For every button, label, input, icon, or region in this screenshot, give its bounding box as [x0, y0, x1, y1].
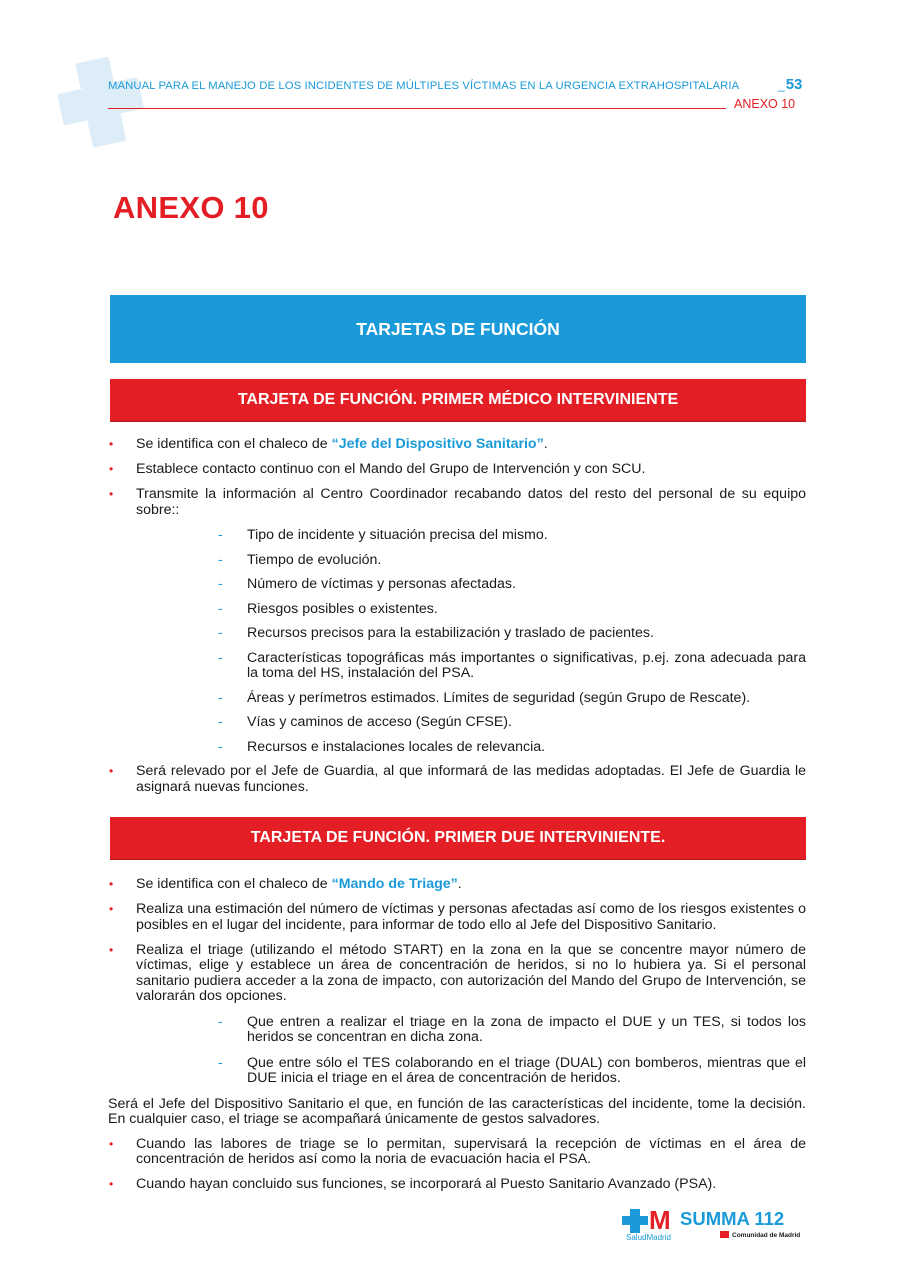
bullet-dot-icon: •: [109, 462, 114, 476]
comunidad-label: Comunidad de Madrid: [732, 1232, 801, 1239]
sub-list-item: [108, 740, 806, 756]
sub-item-text: Número de víctimas y personas afectadas.: [247, 576, 516, 592]
vest-role-highlight: “Jefe del Dispositivo Sanitario”: [331, 436, 544, 452]
salud-label: Salud: [626, 1233, 647, 1242]
comunidad-flag-icon: [720, 1231, 729, 1238]
salud-madrid-cross-icon: [622, 1209, 648, 1233]
list-item: [108, 943, 806, 1005]
footer-logo: [622, 1205, 807, 1245]
sub-list-item: [108, 715, 806, 731]
sub-item-text: Áreas y perímetros estimados. Límites de seguridad (según Grupo de Rescate).: [247, 689, 751, 706]
header-divider: [108, 108, 726, 109]
sub-list-item: [108, 691, 806, 707]
item-text: Transmite la información al Centro Coordinador recabando datos del resto del personal de su equipo sobre::: [136, 486, 806, 518]
sub-item-text: Características topográficas más importantes o significativas, p.ej. zona adecuada para la toma del HS, instalación del PSA.: [247, 649, 806, 681]
item-text: Se identifica con el chaleco de: [136, 436, 332, 452]
header-manual-title: MANUAL PARA EL MANEJO DE LOS INCIDENTES DE MÚLTIPLES VÍCTIMAS EN LA URGENCIA EXTRAHOSPITALARIA: [108, 80, 740, 92]
sub-list-item: [108, 626, 806, 642]
salud-madrid-label: [626, 1233, 671, 1242]
item-text: Realiza el triage (utilizando el método START) en la zona en la que se concentre mayor número de víctimas, elige y establece un área de concentración de heridos, si no lo hubiera ya. Si el personal sanitario pudiera acceder a la zona de impacto, con autorización del Mando del Grupo de Intervención, se valorarán dos opciones.: [136, 941, 806, 1004]
madrid-label: Madrid: [646, 1233, 671, 1242]
dash-icon: -: [218, 625, 223, 641]
item-text: Establece contacto continuo con el Mando del Grupo de Intervención y con SCU.: [136, 461, 646, 477]
bullet-dot-icon: •: [109, 942, 114, 957]
summa-112-logo: SUMMA 112: [680, 1208, 785, 1229]
list-item: [108, 1177, 806, 1193]
closing-paragraph: Será el Jefe del Dispositivo Sanitario el que, en función de las características del incidente, tome la decisión. En cualquier caso, el triage se acompañará únicamente de gestos salvadores.: [108, 1095, 806, 1127]
item-text: .: [543, 436, 548, 452]
bullet-dot-icon: •: [109, 1177, 114, 1191]
item-text: Cuando hayan concluido sus funciones, se incorporará al Puesto Sanitario Avanzado (PSA).: [136, 1176, 717, 1192]
page-number: _ 53: [778, 76, 802, 93]
sub-item-text: Riesgos posibles o existentes.: [247, 600, 438, 617]
card2-content: [108, 877, 806, 1202]
dash-icon: -: [218, 576, 223, 592]
sub-list-item: [108, 1056, 806, 1087]
page-title: ANEXO 10: [113, 190, 269, 225]
dash-icon: -: [218, 649, 223, 666]
dash-icon: -: [218, 714, 223, 730]
item-text: Se identifica con el chaleco de: [136, 876, 332, 892]
sub-list-item: [108, 1015, 806, 1046]
list-item: [108, 902, 806, 933]
sub-list-item: [108, 553, 806, 569]
sub-item-text: Tiempo de evolución.: [247, 551, 382, 568]
dash-icon: -: [218, 689, 223, 706]
sub-item-text: Que entren a realizar el triage en la zona de impacto el DUE y un TES, si todos los heridos se concentran en dicha zona.: [247, 1013, 806, 1045]
list-item: [108, 877, 806, 893]
list-item: [108, 462, 806, 478]
item-text: Realiza una estimación del número de víctimas y personas afectadas así como de los riesgos existentes o posibles en el lugar del incidente, para informar de todo ello al Jefe del Dispositivo Sanitario.: [136, 901, 806, 933]
item-text: Cuando las labores de triage se lo permitan, supervisará la recepción de víctimas en el área de concentración de heridos así como la noria de evacuación hacia el PSA.: [136, 1135, 806, 1167]
salud-madrid-m-logo: M: [649, 1205, 671, 1235]
card1-content: [108, 437, 806, 805]
item-text: Será relevado por el Jefe de Guardia, al que informará de las medidas adoptadas. El Jefe de Guardia le asignará nuevas funciones.: [136, 763, 806, 795]
sub-item-text: Vías y caminos de acceso (Según CFSE).: [247, 714, 512, 730]
sub-list-item: [108, 528, 806, 544]
item-text: .: [457, 876, 462, 892]
list-item: [108, 764, 806, 795]
bullet-dot-icon: •: [109, 764, 114, 778]
dash-icon: -: [218, 738, 223, 755]
bullet-dot-icon: •: [109, 902, 114, 916]
card2-title-banner: TARJETA DE FUNCIÓN. PRIMER DUE INTERVINIENTE.: [110, 817, 806, 859]
sub-list-item: [108, 577, 806, 593]
dash-icon: -: [218, 551, 223, 568]
dash-icon: -: [218, 1013, 223, 1030]
header-annex-label: ANEXO 10: [734, 97, 796, 111]
sub-list-item: [108, 651, 806, 682]
sub-item-text: Recursos precisos para la estabilización y traslado de pacientes.: [247, 625, 654, 641]
bullet-dot-icon: •: [109, 1136, 114, 1151]
list-item: [108, 437, 806, 453]
dash-icon: -: [218, 527, 223, 543]
bullet-dot-icon: •: [109, 437, 114, 451]
dash-icon: -: [218, 600, 223, 617]
comunidad-madrid-logo: [720, 1231, 800, 1239]
bullet-dot-icon: •: [109, 877, 114, 891]
medical-cross-watermark-icon: [52, 55, 152, 150]
bullet-dot-icon: •: [109, 487, 114, 501]
main-section-banner: TARJETAS DE FUNCIÓN: [110, 295, 806, 363]
list-item: [108, 1137, 806, 1168]
list-item: [108, 487, 806, 518]
card1-title-banner: TARJETA DE FUNCIÓN. PRIMER MÉDICO INTERVINIENTE: [110, 379, 806, 421]
sub-list-item: [108, 602, 806, 618]
sub-item-text: Recursos e instalaciones locales de relevancia.: [247, 738, 546, 755]
sub-item-text: Tipo de incidente y situación precisa del mismo.: [247, 527, 548, 543]
vest-role-highlight: “Mando de Triage”: [331, 876, 458, 892]
dash-icon: -: [218, 1054, 223, 1071]
sub-item-text: Que entre sólo el TES colaborando en el triage (DUAL) con bomberos, mientras que el DUE inicia el triage en el área de concentración de heridos.: [247, 1054, 806, 1086]
